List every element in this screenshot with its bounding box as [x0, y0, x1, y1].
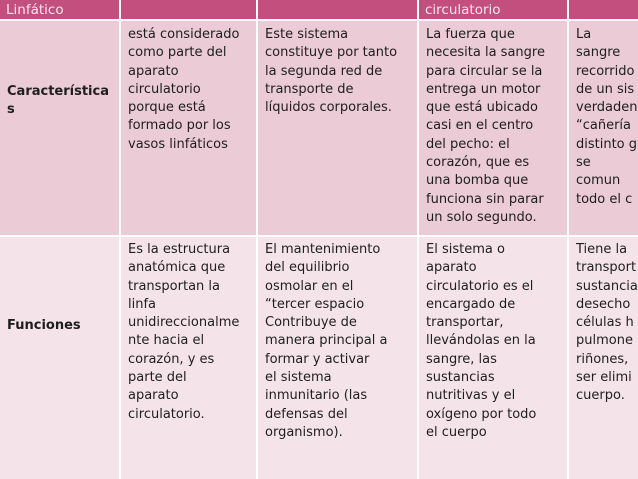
row-divider-header — [0, 19, 638, 21]
column-divider-4 — [567, 0, 569, 479]
row-label-caracteristicas: Característica s — [7, 84, 109, 118]
header-cell-empty-2 — [122, 0, 254, 20]
cell-sistema-funciones: El mantenimiento del equilibrio osmolar en el “tercer espacio Contribuye de manera principal a formar y activar el sistema inmunitario (las defensas del organismo). — [265, 242, 388, 440]
table-row-caracteristicas — [0, 21, 638, 235]
column-divider-2 — [256, 0, 258, 479]
header-cell-linfatico: Linfático — [6, 2, 64, 18]
row-label-funciones: Funciones — [7, 318, 81, 333]
column-divider-1 — [119, 0, 121, 479]
column-divider-3 — [417, 0, 419, 479]
table-header-row — [0, 0, 638, 20]
cell-circulatorio-funciones: El sistema o aparato circulatorio es el encargado de transportar, llevándolas en la sangre, las sustancias nutritivas y el oxígeno por todo el cuerpo — [426, 242, 537, 440]
cell-circulatorio-caracteristicas: La fuerza que necesita la sangre para circular se la entrega un motor que está ubicado casi en el centro del pecho: el corazón, que es una bomba que funciona sin parar un solo segundo. — [426, 27, 545, 225]
cell-extra-caracteristicas: La sangre recorrido de un sis verdaden “cañería distinto g se comun todo el c — [576, 27, 638, 207]
header-cell-empty-5 — [570, 0, 638, 20]
cell-linfatico-caracteristicas: está considerado como parte del aparato circulatorio porque está formado por los vasos linfáticos — [128, 27, 240, 152]
table-row-funciones — [0, 237, 638, 479]
cell-linfatico-funciones: Es la estructura anatómica que transportan la linfa unidireccionalme nte hacia el corazón, y es parte del aparato circulatorio. — [128, 242, 240, 422]
cell-sistema-caracteristicas: Este sistema constituye por tanto la segunda red de transporte de líquidos corporales. — [265, 27, 398, 116]
cell-extra-funciones: Tiene la transport sustancia desecho células h pulmone riñones, ser elimi cuerpo. — [576, 242, 638, 404]
row-divider-middle — [0, 235, 638, 237]
header-cell-empty-3 — [258, 0, 414, 20]
header-cell-circulatorio: circulatorio — [425, 2, 501, 18]
